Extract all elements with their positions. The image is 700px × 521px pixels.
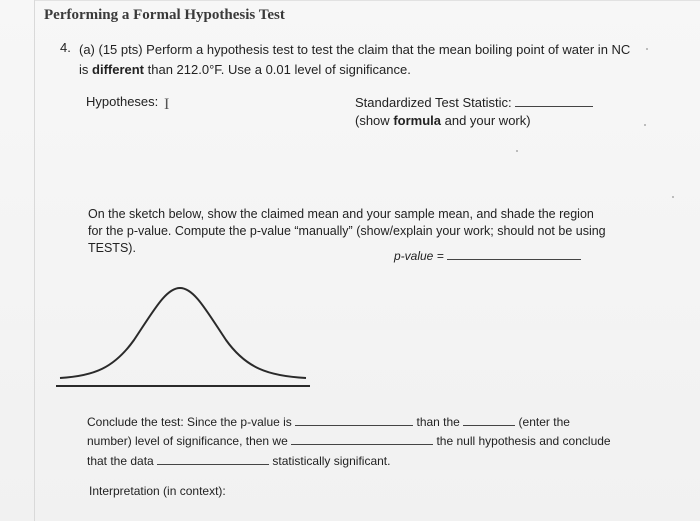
question-suffix: than 212.0°F. Use a 0.01 level of significance. — [147, 62, 411, 77]
frame-left-edge — [34, 0, 35, 521]
conclusion-row-1 — [87, 414, 570, 430]
std-stat-label: Standardized Test Statistic: — [355, 95, 512, 110]
question-text — [79, 40, 639, 80]
std-stat-line2-suffix: and your work) — [444, 113, 531, 128]
p-value-field — [394, 249, 581, 263]
sketch-instructions: On the sketch below, show the claimed mean and your sample mean, and shade the region for the p-value. Compute the p-value “manually” (show/explain your work; should not be using TESTS). — [88, 207, 606, 255]
conclusion-row2-text-a: number) level of significance, then we — [87, 434, 288, 448]
std-stat-line2-prefix: (show — [355, 113, 390, 128]
question-number: 4. — [60, 40, 71, 55]
conclusion-row3-text-b: statistically significant. — [272, 454, 391, 468]
std-stat-blank[interactable] — [515, 106, 593, 107]
question-prefix: (a) (15 pts) Perform a hypothesis test to test the claim that the mean boiling point of water in NC is — [79, 42, 631, 77]
conclusion-row1-text-c: (enter the — [518, 415, 570, 429]
interpretation-label: Interpretation (in context): — [89, 484, 226, 498]
page-title: Performing a Formal Hypothesis Test — [44, 7, 285, 23]
speck-dot — [646, 48, 648, 50]
p-value-blank[interactable] — [447, 259, 581, 260]
frame-top-edge — [34, 0, 700, 1]
question-bold-word: different — [92, 62, 145, 77]
conclusion-blank-comparison[interactable] — [295, 425, 413, 426]
conclusion-row-2 — [87, 433, 611, 449]
text-cursor-icon: I — [164, 96, 170, 113]
speck-dot — [672, 196, 674, 198]
conclusion-row-3 — [87, 453, 390, 469]
std-stat-line2-bold: formula — [393, 113, 441, 128]
hypotheses-label: Hypotheses: — [86, 94, 159, 109]
normal-curve-sketch — [54, 280, 314, 390]
conclusion-row3-text-a: that the data — [87, 454, 154, 468]
standardized-test-statistic — [355, 94, 593, 130]
p-value-label: p-value = — [394, 249, 444, 263]
speck-dot — [516, 150, 518, 152]
conclusion-blank-alpha[interactable] — [463, 425, 515, 426]
conclusion-row2-text-b: the null hypothesis and conclude — [436, 434, 611, 448]
conclusion-blank-decision[interactable] — [291, 444, 433, 445]
conclusion-row1-text-a: Conclude the test: Since the p-value is — [87, 415, 292, 429]
conclusion-row1-text-b: than the — [416, 415, 460, 429]
speck-dot — [644, 124, 646, 126]
bell-curve — [60, 288, 306, 378]
conclusion-blank-significance[interactable] — [157, 464, 269, 465]
